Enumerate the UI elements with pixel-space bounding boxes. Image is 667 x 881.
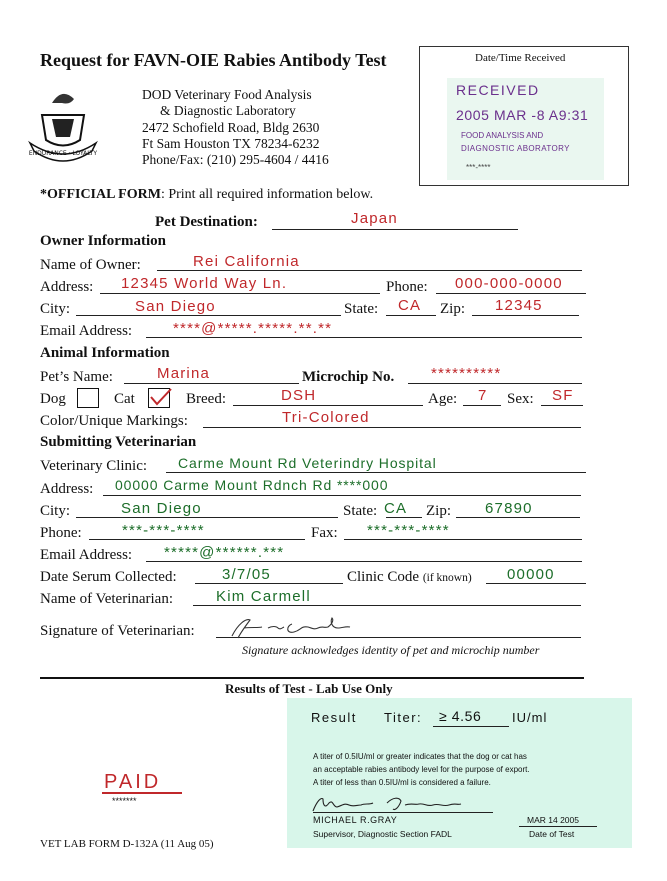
test-date-line	[519, 826, 597, 827]
paid-stamp: PAID	[104, 771, 162, 793]
owner-email-value[interactable]: ****@*****.*****.**.**	[173, 320, 333, 337]
received-stamp-lab-1: FOOD ANALYSIS AND	[461, 131, 544, 140]
test-date-label: Date of Test	[529, 829, 575, 839]
received-stamp-text: RECEIVED	[456, 82, 540, 98]
vet-clinic-value[interactable]: Carme Mount Rd Veterindry Hospital	[178, 455, 437, 471]
titer-note-2: an acceptable rabies antibody level for the purpose of export.	[313, 765, 530, 774]
vet-zip-value[interactable]: 67890	[485, 500, 533, 517]
vet-state-line	[386, 517, 422, 518]
owner-state-label: State:	[344, 301, 379, 317]
official-form-instructions	[40, 187, 373, 203]
supervisor-signature-line	[313, 812, 493, 813]
vet-city-line	[76, 517, 338, 518]
date-received-label: Date/Time Received	[475, 52, 566, 64]
owner-name-value[interactable]: Rei California	[193, 253, 300, 270]
vet-state-value[interactable]: CA	[384, 500, 408, 517]
clinic-code-if-known: (if known)	[422, 572, 472, 584]
supervisor-name: MICHAEL R.GRAY	[313, 815, 398, 825]
age-line	[463, 405, 501, 406]
color-markings-label: Color/Unique Markings:	[40, 413, 188, 429]
owner-zip-value[interactable]: 12345	[495, 297, 543, 314]
owner-address-value[interactable]: 12345 World Way Ln.	[121, 275, 288, 292]
results-divider	[40, 677, 584, 679]
owner-name-label: Name of Owner:	[40, 257, 141, 273]
age-value[interactable]: 7	[478, 387, 488, 404]
clinic-code-label	[347, 569, 472, 586]
result-label: Result	[311, 710, 357, 725]
cat-checkmark-icon	[148, 387, 174, 409]
clinic-code-label-text: Clinic Code	[347, 569, 420, 585]
vet-city-value[interactable]: San Diego	[121, 500, 202, 517]
org-phone: Phone/Fax: (210) 295-4604 / 4416	[142, 152, 329, 167]
owner-state-line	[386, 315, 436, 316]
vet-email-line	[146, 561, 582, 562]
owner-email-label: Email Address:	[40, 323, 133, 339]
microchip-line	[408, 383, 582, 384]
titer-line	[433, 726, 509, 727]
owner-phone-value[interactable]: 000-000-0000	[455, 275, 563, 292]
titer-label: Titer:	[384, 710, 423, 725]
color-markings-value[interactable]: Tri-Colored	[282, 409, 370, 426]
titer-unit: IU/ml	[512, 710, 548, 725]
animal-heading: Animal Information	[40, 345, 170, 361]
dog-checkbox[interactable]	[77, 388, 99, 408]
vet-email-value[interactable]: *****@******.***	[164, 544, 285, 561]
received-stamp-datetime: 2005 MAR -8 A9:31	[456, 107, 589, 123]
sex-value[interactable]: SF	[552, 387, 574, 404]
sex-label: Sex:	[507, 391, 534, 407]
official-form-text: : Print all required information below.	[160, 187, 374, 202]
vet-name-label: Name of Veterinarian:	[40, 591, 174, 607]
pet-name-value[interactable]: Marina	[157, 365, 211, 382]
owner-phone-line	[436, 293, 586, 294]
vet-fax-line	[344, 539, 582, 540]
pet-destination-value[interactable]: Japan	[351, 210, 398, 227]
pet-destination-line	[272, 229, 518, 230]
form-title: Request for FAVN-OIE Rabies Antibody Test	[40, 50, 387, 70]
vet-email-label: Email Address:	[40, 547, 133, 563]
received-stamp-lab-2: DIAGNOSTIC ABORATORY	[461, 144, 570, 153]
serum-date-line	[195, 583, 343, 584]
vet-clinic-label: Veterinary Clinic:	[40, 458, 148, 474]
vet-zip-line	[456, 517, 580, 518]
supervisor-title: Supervisor, Diagnostic Section FADL	[313, 829, 452, 839]
paid-stamp-underline	[102, 792, 182, 794]
vet-phone-value[interactable]: ***-***-****	[122, 522, 205, 539]
vet-phone-line	[89, 539, 305, 540]
clinic-code-value[interactable]: 00000	[507, 566, 555, 583]
vet-fax-value[interactable]: ***-***-****	[367, 522, 450, 539]
org-name-2: & Diagnostic Laboratory	[160, 103, 296, 118]
vet-address-line	[103, 495, 581, 496]
owner-name-line	[157, 270, 582, 271]
vet-address-value[interactable]: 00000 Carme Mount Rdnch Rd ****000	[115, 477, 389, 493]
vet-state-label: State:	[343, 503, 378, 519]
owner-city-label: City:	[40, 301, 71, 317]
owner-state-value[interactable]: CA	[398, 297, 422, 314]
owner-address-line	[100, 293, 380, 294]
titer-note-3: A titer of less than 0.5IU/ml is considered a failure.	[313, 778, 491, 787]
vet-heading: Submitting Veterinarian	[40, 434, 197, 450]
breed-label: Breed:	[186, 391, 226, 407]
microchip-value[interactable]: **********	[431, 365, 502, 382]
test-date-value: MAR 14 2005	[527, 815, 579, 825]
signature-note: Signature acknowledges identity of pet and microchip number	[242, 643, 540, 657]
vet-signature-image[interactable]	[228, 614, 358, 642]
owner-phone-label: Phone:	[386, 279, 428, 295]
vet-signature-label: Signature of Veterinarian:	[40, 623, 195, 639]
results-heading: Results of Test - Lab Use Only	[225, 681, 393, 696]
supervisor-signature-image	[309, 793, 499, 817]
vet-name-value[interactable]: Kim Carmell	[216, 588, 311, 605]
owner-zip-line	[472, 315, 579, 316]
titer-value[interactable]: ≥ 4.56	[439, 708, 482, 724]
org-name: DOD Veterinary Food Analysis	[142, 87, 312, 102]
owner-city-value[interactable]: San Diego	[135, 298, 216, 315]
owner-email-line	[146, 337, 582, 338]
army-crest-logo	[22, 85, 104, 165]
serum-date-label: Date Serum Collected:	[40, 569, 177, 585]
cat-label: Cat	[114, 391, 135, 407]
vet-clinic-line	[166, 472, 586, 473]
vet-phone-label: Phone:	[40, 525, 82, 541]
serum-date-value[interactable]: 3/7/05	[222, 566, 271, 583]
owner-heading: Owner Information	[40, 233, 166, 249]
owner-zip-label: Zip:	[440, 301, 465, 317]
vet-address-label: Address:	[40, 481, 94, 497]
svg-text:ENDURANCE · LOYALTY: ENDURANCE · LOYALTY	[28, 150, 98, 157]
form-id-footer: VET LAB FORM D-132A (11 Aug 05)	[40, 838, 214, 850]
pet-name-line	[124, 383, 299, 384]
color-markings-line	[203, 427, 581, 428]
official-form-label: *OFFICIAL FORM	[40, 187, 161, 202]
owner-address-label: Address:	[40, 279, 94, 295]
age-label: Age:	[428, 391, 458, 407]
dog-label: Dog	[40, 391, 66, 407]
sex-line	[541, 405, 583, 406]
vet-zip-label: Zip:	[426, 503, 451, 519]
vet-fax-label: Fax:	[311, 525, 338, 541]
paid-stamp-redacted: *******	[112, 796, 137, 806]
org-address-1: 2472 Schofield Road, Bldg 2630	[142, 120, 320, 135]
titer-note-1: A titer of 0.5IU/ml or greater indicates that the dog or cat has	[313, 752, 527, 761]
received-stamp-redacted: ***-****	[466, 163, 491, 172]
breed-line	[233, 405, 423, 406]
org-address-2: Ft Sam Houston TX 78234-6232	[142, 136, 320, 151]
clinic-code-line	[486, 583, 586, 584]
vet-name-line	[193, 605, 581, 606]
pet-destination-label: Pet Destination:	[155, 214, 258, 230]
breed-value[interactable]: DSH	[281, 387, 317, 404]
vet-city-label: City:	[40, 503, 71, 519]
owner-city-line	[76, 315, 341, 316]
pet-name-label: Pet’s Name:	[40, 369, 113, 385]
microchip-label: Microchip No.	[302, 369, 395, 385]
